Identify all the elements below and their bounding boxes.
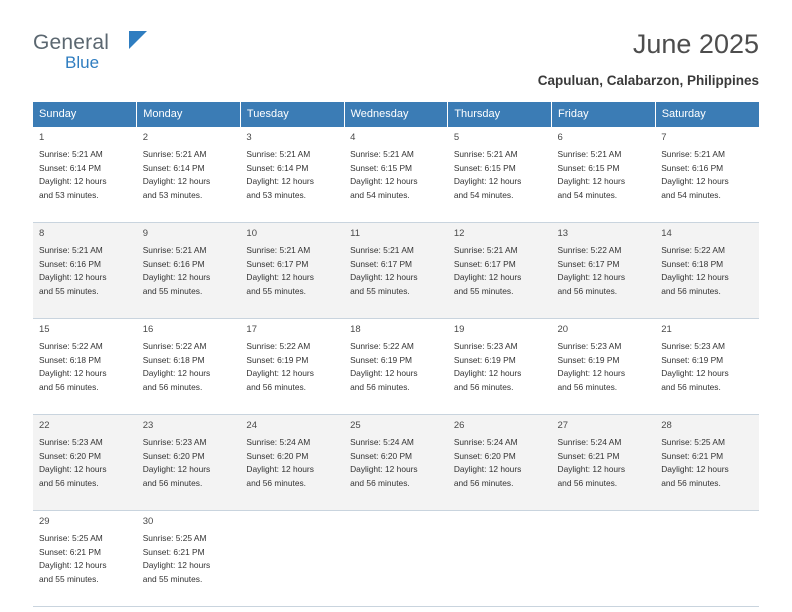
daylight-text-line2: and 56 minutes. [453, 381, 514, 392]
weekday-header-sunday: Sunday [33, 102, 137, 127]
sunset-text: Sunset: 6:17 PM [350, 258, 413, 269]
day-number: 18 [350, 323, 361, 335]
location-subtitle: Capuluan, Calabarzon, Philippines [537, 72, 759, 88]
day-number: 29 [39, 515, 50, 527]
daylight-text-line1: Daylight: 12 hours [661, 464, 729, 475]
sunset-text: Sunset: 6:20 PM [39, 450, 101, 461]
calendar-week-row [33, 318, 759, 414]
calendar-week-row [33, 127, 759, 223]
calendar-day-cell [552, 318, 656, 414]
day-number: 6 [557, 131, 563, 143]
sunset-text: Sunset: 6:21 PM [142, 546, 205, 557]
sunrise-text: Sunrise: 5:25 AM [142, 533, 207, 544]
sunrise-text: Sunrise: 5:22 AM [557, 245, 622, 256]
daylight-text-line2: and 56 minutes. [661, 285, 721, 296]
day-number: 28 [661, 419, 672, 431]
calendar-day-cell [552, 127, 656, 223]
calendar-day-cell [33, 318, 137, 414]
daylight-text-line2: and 54 minutes. [350, 189, 410, 200]
weekday-header-tuesday: Tuesday [240, 102, 344, 127]
day-number: 23 [142, 419, 154, 431]
calendar-day-cell [344, 414, 448, 510]
sunset-text: Sunset: 6:20 PM [350, 450, 413, 461]
calendar-day-cell [655, 318, 759, 414]
daylight-text-line1: Daylight: 12 hours [39, 272, 107, 283]
daylight-text-line2: and 56 minutes. [246, 381, 307, 392]
daylight-text-line2: and 53 minutes. [142, 189, 203, 200]
sunrise-text: Sunrise: 5:22 AM [39, 341, 103, 352]
day-number: 15 [39, 323, 50, 335]
daylight-text-line1: Daylight: 12 hours [142, 560, 211, 571]
sunrise-text: Sunrise: 5:22 AM [661, 245, 725, 256]
sunrise-text: Sunrise: 5:23 AM [142, 437, 207, 448]
day-details [39, 436, 132, 490]
weekday-header-wednesday: Wednesday [344, 102, 448, 127]
sunrise-text: Sunrise: 5:24 AM [453, 437, 518, 448]
day-details [143, 532, 236, 586]
calendar-day-cell-empty [448, 510, 552, 606]
calendar-day-cell [137, 222, 241, 318]
calendar-day-cell-empty [552, 510, 656, 606]
day-number: 8 [39, 227, 45, 239]
daylight-text-line1: Daylight: 12 hours [39, 176, 107, 187]
day-details [454, 436, 547, 490]
daylight-text-line2: and 56 minutes. [453, 477, 514, 488]
daylight-text-line2: and 54 minutes. [557, 189, 618, 200]
calendar-day-cell [552, 414, 656, 510]
daylight-text-line2: and 56 minutes. [246, 477, 307, 488]
flag-icon [129, 31, 147, 49]
sunset-text: Sunset: 6:21 PM [39, 546, 101, 557]
daylight-text-line1: Daylight: 12 hours [557, 176, 626, 187]
day-details [661, 436, 754, 490]
sunset-text: Sunset: 6:16 PM [142, 258, 205, 269]
calendar-week-row [33, 222, 759, 318]
general-blue-logo [33, 28, 153, 74]
day-details [558, 340, 651, 394]
daylight-text-line1: Daylight: 12 hours [557, 464, 626, 475]
day-details [558, 244, 651, 298]
daylight-text-line1: Daylight: 12 hours [350, 464, 418, 475]
daylight-text-line1: Daylight: 12 hours [142, 368, 211, 379]
daylight-text-line1: Daylight: 12 hours [453, 464, 522, 475]
daylight-text-line1: Daylight: 12 hours [142, 464, 211, 475]
daylight-text-line1: Daylight: 12 hours [350, 272, 418, 283]
calendar-day-cell [240, 222, 344, 318]
calendar-day-cell-empty [655, 510, 759, 606]
day-number: 17 [246, 323, 257, 335]
day-number: 20 [557, 323, 569, 335]
daylight-text-line2: and 56 minutes. [39, 381, 99, 392]
daylight-text-line2: and 56 minutes. [661, 381, 721, 392]
day-details [558, 148, 651, 202]
daylight-text-line2: and 53 minutes. [39, 189, 99, 200]
sunset-text: Sunset: 6:19 PM [557, 354, 620, 365]
weekday-header-friday: Friday [552, 102, 656, 127]
daylight-text-line2: and 56 minutes. [557, 477, 618, 488]
sunrise-text: Sunrise: 5:21 AM [350, 149, 414, 160]
weekday-header-thursday: Thursday [448, 102, 552, 127]
day-details [246, 436, 339, 490]
day-details [350, 436, 443, 490]
day-details [350, 148, 443, 202]
day-number: 14 [661, 227, 672, 239]
day-number: 11 [350, 227, 360, 239]
day-number: 30 [142, 515, 154, 527]
daylight-text-line1: Daylight: 12 hours [453, 176, 522, 187]
daylight-text-line1: Daylight: 12 hours [661, 368, 729, 379]
sunrise-text: Sunrise: 5:25 AM [661, 437, 725, 448]
calendar-day-cell [137, 318, 241, 414]
daylight-text-line1: Daylight: 12 hours [39, 368, 107, 379]
day-details [246, 244, 339, 298]
sunset-text: Sunset: 6:16 PM [661, 162, 724, 173]
day-details [39, 244, 132, 298]
calendar-day-cell [33, 127, 137, 223]
calendar-day-cell [33, 510, 137, 606]
sunrise-text: Sunrise: 5:21 AM [246, 245, 311, 256]
daylight-text-line1: Daylight: 12 hours [453, 368, 522, 379]
daylight-text-line1: Daylight: 12 hours [557, 368, 626, 379]
daylight-text-line2: and 56 minutes. [350, 477, 410, 488]
sunrise-text: Sunrise: 5:23 AM [39, 437, 103, 448]
day-details [39, 148, 132, 202]
sunset-text: Sunset: 6:17 PM [453, 258, 516, 269]
daylight-text-line2: and 56 minutes. [557, 285, 618, 296]
day-details [143, 148, 236, 202]
day-details [454, 340, 547, 394]
daylight-text-line1: Daylight: 12 hours [453, 272, 522, 283]
day-number: 26 [453, 419, 465, 431]
day-number: 2 [142, 131, 148, 143]
day-number: 19 [453, 323, 465, 335]
calendar-day-cell [655, 127, 759, 223]
daylight-text-line2: and 55 minutes. [453, 285, 514, 296]
sunset-text: Sunset: 6:17 PM [246, 258, 309, 269]
day-number: 3 [246, 131, 252, 143]
sunrise-text: Sunrise: 5:21 AM [453, 149, 518, 160]
calendar-day-cell [448, 222, 552, 318]
daylight-text-line2: and 56 minutes. [39, 477, 99, 488]
sunrise-text: Sunrise: 5:24 AM [557, 437, 622, 448]
sunset-text: Sunset: 6:21 PM [557, 450, 620, 461]
sunrise-text: Sunrise: 5:23 AM [453, 341, 518, 352]
day-details [39, 340, 132, 394]
sunset-text: Sunset: 6:15 PM [453, 162, 516, 173]
calendar-day-cell-empty [344, 510, 448, 606]
calendar-day-cell [448, 318, 552, 414]
calendar-day-cell [552, 222, 656, 318]
day-details [246, 148, 339, 202]
day-details [454, 148, 547, 202]
sunset-text: Sunset: 6:15 PM [557, 162, 620, 173]
sunrise-text: Sunrise: 5:21 AM [142, 149, 207, 160]
calendar-day-cell [33, 414, 137, 510]
day-number: 5 [453, 131, 460, 143]
logo-secondary-text: Blue [65, 53, 100, 72]
sunset-text: Sunset: 6:21 PM [661, 450, 724, 461]
sunset-text: Sunset: 6:14 PM [246, 162, 309, 173]
day-number: 10 [246, 227, 257, 239]
sunrise-text: Sunrise: 5:22 AM [246, 341, 311, 352]
title-block [538, 28, 759, 88]
sunrise-text: Sunrise: 5:21 AM [39, 245, 103, 256]
calendar-day-cell [655, 222, 759, 318]
daylight-text-line1: Daylight: 12 hours [39, 560, 107, 571]
day-number: 25 [350, 419, 361, 431]
sunset-text: Sunset: 6:19 PM [246, 354, 309, 365]
sunrise-text: Sunrise: 5:21 AM [350, 245, 414, 256]
daylight-text-line2: and 55 minutes. [246, 285, 307, 296]
page-header [33, 0, 759, 88]
day-number: 1 [39, 131, 45, 143]
daylight-text-line1: Daylight: 12 hours [39, 464, 107, 475]
sunset-text: Sunset: 6:20 PM [142, 450, 205, 461]
day-details [661, 148, 754, 202]
sunrise-text: Sunrise: 5:21 AM [661, 149, 725, 160]
day-details [350, 340, 443, 394]
sunrise-text: Sunrise: 5:22 AM [142, 341, 207, 352]
day-number: 21 [661, 323, 672, 335]
day-number: 9 [142, 227, 148, 239]
day-number: 27 [557, 419, 569, 431]
daylight-text-line1: Daylight: 12 hours [246, 368, 314, 379]
sunset-text: Sunset: 6:15 PM [350, 162, 413, 173]
calendar-week-row [33, 510, 759, 606]
daylight-text-line1: Daylight: 12 hours [246, 464, 314, 475]
day-details [350, 244, 443, 298]
daylight-text-line1: Daylight: 12 hours [142, 176, 211, 187]
sunrise-text: Sunrise: 5:21 AM [246, 149, 311, 160]
sunset-text: Sunset: 6:20 PM [453, 450, 516, 461]
day-details [39, 532, 132, 586]
calendar-day-cell [240, 414, 344, 510]
sunset-text: Sunset: 6:19 PM [350, 354, 413, 365]
calendar-day-cell [448, 127, 552, 223]
calendar-day-cell [240, 127, 344, 223]
weekday-header-monday: Monday [137, 102, 241, 127]
sunset-text: Sunset: 6:17 PM [557, 258, 620, 269]
calendar-day-cell [240, 318, 344, 414]
calendar-week-row [33, 414, 759, 510]
daylight-text-line1: Daylight: 12 hours [246, 176, 314, 187]
day-details [454, 244, 547, 298]
sunset-text: Sunset: 6:18 PM [39, 354, 101, 365]
calendar-day-cell [448, 414, 552, 510]
daylight-text-line2: and 55 minutes. [142, 573, 203, 584]
calendar-day-cell [137, 414, 241, 510]
daylight-text-line2: and 54 minutes. [661, 189, 721, 200]
daylight-text-line2: and 55 minutes. [350, 285, 410, 296]
weekday-header-saturday: Saturday [655, 102, 759, 127]
day-number: 16 [142, 323, 154, 335]
daylight-text-line2: and 56 minutes. [142, 477, 203, 488]
sunrise-text: Sunrise: 5:24 AM [350, 437, 414, 448]
day-number: 24 [246, 419, 257, 431]
day-number: 12 [453, 227, 465, 239]
day-number: 22 [39, 419, 50, 431]
calendar-day-cell [137, 510, 241, 606]
daylight-text-line2: and 56 minutes. [350, 381, 410, 392]
sunset-text: Sunset: 6:19 PM [453, 354, 516, 365]
day-details [143, 340, 236, 394]
calendar-day-cell [344, 318, 448, 414]
daylight-text-line1: Daylight: 12 hours [246, 272, 314, 283]
sunrise-text: Sunrise: 5:25 AM [39, 533, 103, 544]
daylight-text-line1: Daylight: 12 hours [350, 368, 418, 379]
daylight-text-line2: and 53 minutes. [246, 189, 307, 200]
daylight-text-line2: and 56 minutes. [661, 477, 721, 488]
sunrise-text: Sunrise: 5:23 AM [661, 341, 725, 352]
daylight-text-line2: and 56 minutes. [557, 381, 618, 392]
day-details [661, 340, 754, 394]
calendar-day-cell [33, 222, 137, 318]
daylight-text-line1: Daylight: 12 hours [661, 176, 729, 187]
day-details [661, 244, 754, 298]
day-details [143, 244, 236, 298]
sunrise-text: Sunrise: 5:21 AM [39, 149, 103, 160]
sunrise-text: Sunrise: 5:21 AM [142, 245, 207, 256]
daylight-text-line2: and 54 minutes. [453, 189, 514, 200]
sunrise-text: Sunrise: 5:21 AM [453, 245, 518, 256]
calendar-day-cell-empty [240, 510, 344, 606]
daylight-text-line1: Daylight: 12 hours [142, 272, 211, 283]
calendar-day-cell [344, 222, 448, 318]
calendar-day-cell [344, 127, 448, 223]
daylight-text-line2: and 55 minutes. [39, 285, 99, 296]
daylight-text-line1: Daylight: 12 hours [350, 176, 418, 187]
daylight-text-line1: Daylight: 12 hours [661, 272, 729, 283]
sunset-text: Sunset: 6:14 PM [39, 162, 101, 173]
day-details [143, 436, 236, 490]
calendar-day-cell [655, 414, 759, 510]
sunset-text: Sunset: 6:20 PM [246, 450, 309, 461]
daylight-text-line2: and 55 minutes. [39, 573, 99, 584]
sunrise-text: Sunrise: 5:21 AM [557, 149, 622, 160]
sunset-text: Sunset: 6:16 PM [39, 258, 101, 269]
weekday-header-row [33, 102, 759, 127]
sunset-text: Sunset: 6:19 PM [661, 354, 724, 365]
daylight-text-line2: and 55 minutes. [142, 285, 203, 296]
page-title: June 2025 [632, 29, 759, 59]
sunrise-text: Sunrise: 5:22 AM [350, 341, 414, 352]
sunrise-text: Sunrise: 5:23 AM [557, 341, 622, 352]
day-details [246, 340, 339, 394]
day-number: 4 [350, 131, 356, 143]
sunset-text: Sunset: 6:18 PM [142, 354, 205, 365]
day-number: 13 [557, 227, 569, 239]
sun-times-calendar [33, 102, 759, 607]
calendar-day-cell [137, 127, 241, 223]
sunset-text: Sunset: 6:18 PM [661, 258, 724, 269]
daylight-text-line1: Daylight: 12 hours [557, 272, 626, 283]
logo-primary-text: General [33, 31, 110, 54]
sunset-text: Sunset: 6:14 PM [142, 162, 205, 173]
daylight-text-line2: and 56 minutes. [142, 381, 203, 392]
day-details [558, 436, 651, 490]
day-number: 7 [661, 131, 667, 143]
sunrise-text: Sunrise: 5:24 AM [246, 437, 311, 448]
